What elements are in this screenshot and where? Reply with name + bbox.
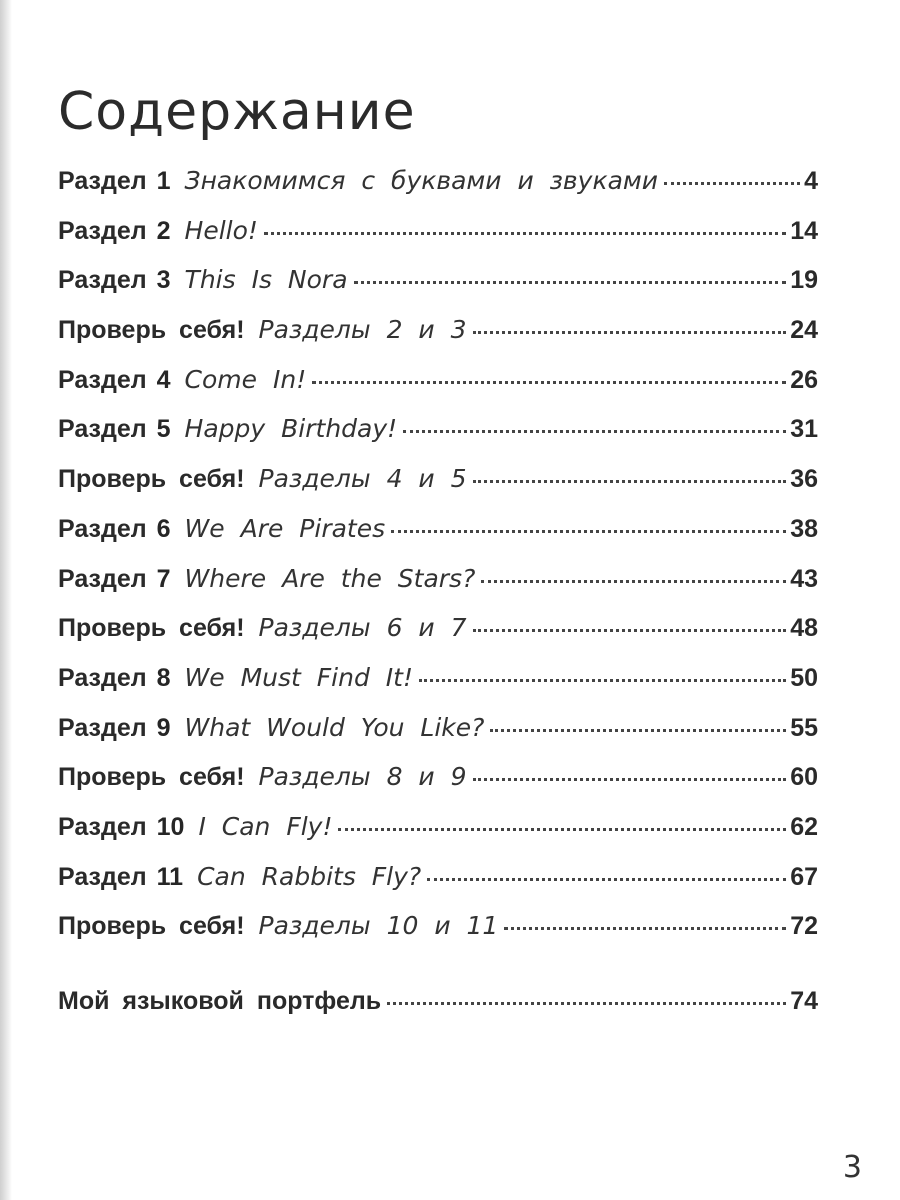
toc-entry[interactable] bbox=[58, 812, 818, 862]
entry-title: Разделы 4 и 5 bbox=[258, 464, 467, 494]
entry-title: We Are Pirates bbox=[184, 513, 386, 543]
page-spine-shadow bbox=[0, 0, 12, 1200]
dot-leader bbox=[403, 430, 786, 433]
entry-page-number: 24 bbox=[790, 316, 818, 345]
entry-page-number: 55 bbox=[790, 713, 818, 742]
entry-title: Знакомимся с буквами и звуками bbox=[184, 166, 658, 195]
dot-leader bbox=[481, 580, 786, 583]
entry-label: Раздел bbox=[58, 216, 147, 245]
entry-label: Раздел bbox=[58, 713, 147, 742]
dot-leader bbox=[473, 629, 787, 632]
dot-leader bbox=[473, 331, 787, 334]
entry-title: Can Rabbits Fly? bbox=[197, 861, 422, 891]
toc-entry[interactable] bbox=[58, 166, 818, 216]
dot-leader bbox=[354, 281, 787, 284]
entry-label: Проверь себя! bbox=[58, 465, 245, 494]
entry-page-number: 48 bbox=[790, 614, 818, 643]
entry-title: I Can Fly! bbox=[198, 811, 333, 841]
entry-number: 6 bbox=[156, 514, 171, 543]
entry-label: Раздел bbox=[58, 266, 147, 295]
entry-page-number: 26 bbox=[790, 365, 818, 394]
entry-number: 10 bbox=[156, 812, 185, 841]
toc-entry[interactable] bbox=[58, 564, 818, 614]
dot-leader bbox=[490, 729, 786, 732]
entry-title: Разделы 2 и 3 bbox=[258, 315, 467, 345]
entry-page-number: 50 bbox=[790, 663, 818, 692]
entry-number: 11 bbox=[156, 862, 184, 891]
toc-entry-review[interactable] bbox=[58, 762, 818, 812]
entry-page-number: 31 bbox=[790, 415, 818, 444]
entry-page-number: 19 bbox=[790, 266, 818, 295]
entry-label: Раздел bbox=[58, 564, 147, 593]
entry-label: Раздел bbox=[58, 812, 147, 841]
entry-number: 7 bbox=[156, 564, 171, 593]
entry-page-number: 14 bbox=[790, 216, 818, 245]
toc-entry[interactable] bbox=[58, 365, 818, 415]
dot-leader bbox=[391, 530, 786, 533]
entry-page-number: 4 bbox=[804, 167, 818, 195]
entry-page-number: 36 bbox=[790, 465, 818, 494]
entry-title: Разделы 6 и 7 bbox=[258, 613, 467, 643]
entry-label: Проверь себя! bbox=[58, 912, 245, 941]
entry-number: 9 bbox=[156, 713, 171, 742]
toc-entry-portfolio[interactable] bbox=[58, 987, 818, 1037]
toc-entry[interactable] bbox=[58, 265, 818, 315]
entry-title: What Would You Like? bbox=[184, 712, 485, 742]
entry-label: Раздел bbox=[58, 167, 147, 195]
dot-leader bbox=[312, 381, 786, 384]
entry-number: 2 bbox=[156, 216, 171, 245]
entry-page-number: 60 bbox=[790, 763, 818, 792]
dot-leader bbox=[387, 1002, 786, 1005]
entry-label: Раздел bbox=[58, 514, 147, 543]
entry-label: Раздел bbox=[58, 663, 147, 692]
entry-label: Раздел bbox=[58, 415, 147, 444]
dot-leader bbox=[664, 182, 800, 185]
dot-leader bbox=[427, 878, 786, 881]
entry-title: Come In! bbox=[184, 364, 307, 394]
entry-label: Раздел bbox=[58, 862, 147, 891]
page-title: Содержание bbox=[58, 82, 416, 142]
entry-number: 1 bbox=[156, 167, 171, 195]
entry-page-number: 38 bbox=[790, 514, 818, 543]
entry-title: We Must Find It! bbox=[184, 662, 413, 692]
entry-page-number: 72 bbox=[790, 912, 818, 941]
dot-leader bbox=[473, 480, 787, 483]
entry-number: 5 bbox=[156, 415, 171, 444]
toc-entry[interactable] bbox=[58, 663, 818, 713]
page-number-folio: 3 bbox=[842, 1150, 862, 1185]
entry-title: Разделы 8 и 9 bbox=[258, 762, 467, 792]
toc-entry-review[interactable] bbox=[58, 464, 818, 514]
entry-label: Мой языковой портфель bbox=[58, 987, 382, 1015]
entry-page-number: 67 bbox=[790, 862, 818, 891]
entry-title: Where Are the Stars? bbox=[184, 563, 476, 593]
entry-label: Раздел bbox=[58, 365, 147, 394]
toc-entry-review[interactable] bbox=[58, 315, 818, 365]
table-of-contents bbox=[58, 166, 818, 1037]
toc-entry[interactable] bbox=[58, 713, 818, 763]
entry-title: This Is Nora bbox=[184, 265, 348, 295]
entry-page-number: 74 bbox=[790, 987, 818, 1015]
entry-title: Hello! bbox=[184, 215, 258, 245]
dot-leader bbox=[264, 232, 786, 235]
entry-number: 4 bbox=[156, 365, 171, 394]
entry-label: Проверь себя! bbox=[58, 614, 245, 643]
entry-title: Happy Birthday! bbox=[184, 414, 398, 444]
toc-entry[interactable] bbox=[58, 862, 818, 912]
entry-number: 3 bbox=[156, 266, 171, 295]
dot-leader bbox=[419, 679, 786, 682]
entry-page-number: 62 bbox=[790, 812, 818, 841]
dot-leader bbox=[473, 778, 787, 781]
toc-entry[interactable] bbox=[58, 216, 818, 266]
toc-entry[interactable] bbox=[58, 414, 818, 464]
entry-title: Разделы 10 и 11 bbox=[258, 911, 499, 941]
entry-number: 8 bbox=[156, 663, 171, 692]
toc-entry-review[interactable] bbox=[58, 911, 818, 961]
toc-entry-review[interactable] bbox=[58, 613, 818, 663]
entry-page-number: 43 bbox=[790, 564, 818, 593]
entry-label: Проверь себя! bbox=[58, 316, 245, 345]
dot-leader bbox=[338, 828, 786, 831]
toc-entry[interactable] bbox=[58, 514, 818, 564]
dot-leader bbox=[504, 927, 786, 930]
entry-label: Проверь себя! bbox=[58, 763, 245, 792]
